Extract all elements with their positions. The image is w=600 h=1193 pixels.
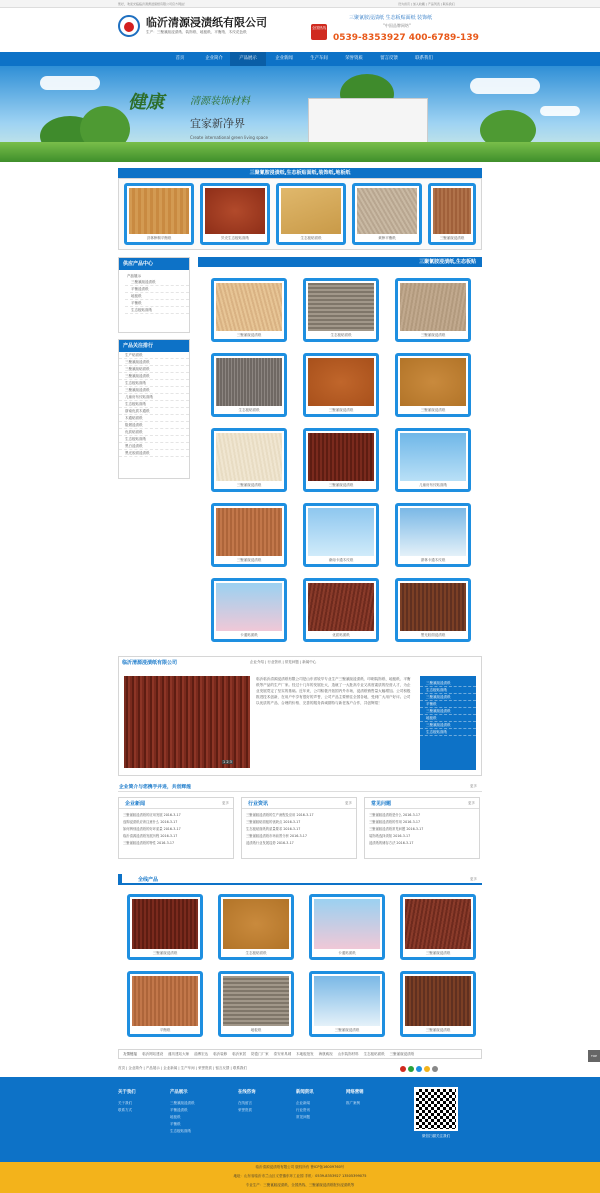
sidebar-item[interactable]: 生态板贴面纸	[125, 307, 189, 314]
product-card[interactable]	[395, 578, 471, 642]
news-list	[365, 809, 479, 847]
footer-link[interactable]: 生态板贴面纸	[170, 1129, 191, 1133]
top-links[interactable]: 设为首页 | 加入收藏 | 产品列表 | 联系我们	[398, 2, 455, 6]
about-list-item[interactable]: 平衡纸	[420, 701, 476, 708]
news-item[interactable]: 三聚氰胺浸渍纸市场前景分析 2016-3-17	[246, 834, 307, 838]
product-card[interactable]	[303, 353, 379, 417]
wechat-icon[interactable]	[408, 1066, 414, 1072]
product-image	[314, 976, 380, 1026]
banner-slogan-en: Create international green living space	[190, 135, 268, 140]
footer-link[interactable]: 荣誉资质	[238, 1108, 252, 1112]
nav-item[interactable]: 联系我们	[415, 56, 433, 61]
news-item[interactable]: 临沂清源浸渍纸发展历程 2016-3-17	[123, 834, 178, 838]
copyright-line: 专业生产：三聚氰胺浸渍纸、全国热线、三聚氰胺浸渍纸报价浸渍纸等	[245, 1183, 355, 1187]
product-image	[216, 283, 282, 331]
nav-item[interactable]: 产品展示	[230, 52, 266, 66]
product-image	[400, 283, 466, 331]
product-caption: 三聚氰胺浸渍纸	[236, 558, 262, 562]
news-item[interactable]: 三聚氰胺浸渍纸的特性 2016-3-17	[123, 841, 175, 845]
about-title: 临沂清源浸渍纸有限公司	[122, 660, 178, 666]
news-box-head	[242, 798, 356, 809]
rank-item[interactable]: 儿童房布纹贴面纸	[119, 394, 189, 401]
house-image	[308, 98, 428, 148]
product-image	[132, 976, 198, 1026]
product-image	[400, 358, 466, 406]
footer-link[interactable]: 在线留言	[238, 1101, 252, 1105]
product-image	[308, 508, 374, 556]
product-card[interactable]	[309, 971, 385, 1037]
footer-column-title: 网络营销	[346, 1090, 364, 1095]
product-card[interactable]	[400, 894, 476, 960]
product-caption: 三聚氰胺浸渍纸	[236, 483, 262, 487]
product-image	[216, 358, 282, 406]
sidebar-products	[118, 257, 190, 333]
friend-link[interactable]: 临沂装修	[213, 1052, 228, 1056]
nav-item[interactable]: 荣誉资质	[345, 56, 363, 61]
news-list	[119, 809, 233, 847]
news-item[interactable]: 三聚氰胺贴面板的优缺点 2016-3-17	[246, 820, 301, 824]
product-card[interactable]	[303, 503, 379, 567]
news-box-head	[365, 798, 479, 809]
news-box-more[interactable]: 更多	[345, 801, 352, 805]
footer-link[interactable]: 平衡浸渍纸	[170, 1108, 188, 1112]
rank-item[interactable]: 三聚氰胺浸渍纸	[119, 387, 189, 394]
news-bar-title: 企业简介与您携手并进，共创辉煌	[119, 785, 191, 790]
product-image	[223, 976, 289, 1026]
about-text: 临沂临沂清源浸渍纸有限公司是山东省较早专业生产三聚氰胺浸渍纸、印刷装饰纸、地板纸、平衡纸等产品的生产厂家。经过十几年的发展壮大，造就了一大批高专业又高度素质的经营人才，为企业发展奠定了坚实的基础。近年来，公司积极开拓国内外市场，浸渍纸销售量大幅增加。公司积极推进技术创新，在用户中享有很好的声誉，公司产品主要销往全国各地，受到广大用户好评。公司以优质的产品、合理的价格、完善的服务真诚期待与新老客户合作，共创辉煌！	[256, 677, 411, 705]
friend-link[interactable]: 临沂网站建设	[142, 1052, 164, 1056]
product-image	[314, 899, 380, 949]
product-card[interactable]	[127, 971, 203, 1037]
product-caption: 生态板贴面纸	[330, 333, 352, 337]
sidebar-item[interactable]: 平衡纸	[125, 300, 189, 307]
about-list-item[interactable]: 地板纸	[420, 715, 476, 722]
rank-item[interactable]: 优质贴面纸	[119, 429, 189, 436]
footer-column	[296, 1089, 314, 1121]
news-box-title: 常见问题	[371, 801, 392, 807]
about-list-item[interactable]: 三聚氰胺浸渍纸	[420, 694, 476, 701]
friend-links	[118, 1049, 482, 1059]
sidebar-root[interactable]: 产品展示	[127, 274, 141, 278]
product-card[interactable]	[395, 353, 471, 417]
product-image	[308, 283, 374, 331]
footer-column	[170, 1089, 195, 1135]
all-products-more[interactable]: 更多	[470, 877, 477, 881]
rank-item[interactable]: 生态板贴面纸	[119, 401, 189, 408]
news-item[interactable]: 三聚氰胺浸渍纸是什么 2016-3-17	[369, 813, 421, 817]
footer-column-title: 产品展示	[170, 1090, 188, 1095]
copyright-line: 临沂清源浸渍纸有限公司 版权所有 鲁ICP备16009760号	[255, 1165, 345, 1169]
product-caption: 三聚氰胺浸渍纸	[328, 408, 354, 412]
rank-item[interactable]: 阻燃浸渍纸	[119, 422, 189, 429]
news-item[interactable]: 如何辨别浸渍纸的好坏质量 2016-3-17	[123, 827, 181, 831]
rank-item[interactable]: 生态板贴面纸	[119, 380, 189, 387]
news-item[interactable]: 选购浸渍纸应该注意什么 2016-3-17	[123, 820, 178, 824]
banner-slogan-main: 健康	[128, 92, 164, 113]
footer-column-title: 关于我们	[118, 1090, 136, 1095]
sidebar-item[interactable]: 地板纸	[125, 293, 189, 300]
news-box-title: 行业资讯	[248, 801, 269, 807]
product-caption: 三聚氰胺浸渍纸	[236, 333, 262, 337]
share-more-icon[interactable]	[432, 1066, 438, 1072]
product-image	[405, 899, 471, 949]
nav-item[interactable]: 首页	[175, 56, 185, 61]
product-caption: 地板纸	[250, 1028, 262, 1032]
about-list-item[interactable]: 生态板贴面纸	[420, 729, 476, 736]
product-card[interactable]	[395, 428, 471, 492]
banner-slogan: 宜家新净界	[190, 117, 245, 130]
news-item[interactable]: 三聚氰胺浸渍纸常见问题 2016-3-17	[369, 827, 424, 831]
product-card[interactable]	[211, 428, 287, 492]
product-card[interactable]: 三聚氰胺浸渍纸	[428, 183, 476, 245]
qq-icon[interactable]	[416, 1066, 422, 1072]
product-image	[400, 583, 466, 631]
product-card[interactable]	[211, 278, 287, 342]
rank-item[interactable]: 生态板贴面纸	[119, 436, 189, 443]
qr-code	[414, 1087, 458, 1131]
rank-item[interactable]: 三聚氰胺浸渍纸	[119, 359, 189, 366]
about-list-item[interactable]: 生态板贴面纸	[420, 687, 476, 694]
news-item[interactable]: 三聚氰胺浸渍纸的应用发展 2016-3-17	[123, 813, 181, 817]
friend-link[interactable]: 泰安家具城	[273, 1052, 292, 1056]
product-image	[216, 583, 282, 631]
product-card[interactable]: 生态板贴面纸	[276, 183, 346, 245]
rank-item[interactable]: 木通贴面纸	[119, 415, 189, 422]
sidebar-item[interactable]: 三聚氰胺浸渍纸	[125, 279, 189, 286]
product-caption: 生态板贴面纸	[238, 408, 260, 412]
product-caption: 三聚氰胺浸渍纸	[425, 1028, 451, 1032]
top-bar	[0, 0, 600, 8]
product-card[interactable]	[127, 894, 203, 960]
welcome-text: 您好，欢迎光临临沂清源浸渍纸有限公司官方网站！	[118, 2, 188, 6]
news-box-more[interactable]: 更多	[222, 801, 229, 805]
product-caption: 三聚氰胺浸渍纸	[334, 1028, 360, 1032]
hero-banner	[0, 66, 600, 162]
about-list	[420, 676, 476, 770]
header-tags: 三聚氰胺浸渍纸 生态板贴面纸 装饰纸	[349, 15, 433, 21]
product-card[interactable]	[395, 278, 471, 342]
product-card[interactable]	[309, 894, 385, 960]
sidebar-products-title: 供应产品中心	[119, 258, 189, 270]
product-caption: 卡通贴面纸	[338, 951, 356, 955]
product-caption: 三聚氰胺浸渍纸	[420, 333, 446, 337]
product-image	[223, 899, 289, 949]
product-caption: 生态板贴面纸	[245, 951, 267, 955]
product-image	[308, 358, 374, 406]
product-card[interactable]	[303, 278, 379, 342]
product-card[interactable]: 贝壳生态板贴面纸	[200, 183, 270, 245]
news-item[interactable]: 浸渍纸行业发展趋势 2016-3-17	[246, 841, 294, 845]
product-caption: 渐南卡通木纹纸	[328, 558, 354, 562]
all-products-bar-mark	[118, 874, 122, 884]
main-nav	[0, 52, 600, 66]
share-icons	[400, 1066, 480, 1072]
product-image	[216, 508, 282, 556]
back-to-top-button[interactable]: TOP	[588, 1050, 600, 1062]
product-caption: 儿童房布纹贴面纸	[419, 483, 447, 487]
product-image	[400, 433, 466, 481]
about-tabs[interactable]: 企业介绍 | 行业资讯 | 常见问题 | 新闻中心	[250, 660, 317, 664]
qr-label: 微信扫描关注我们	[422, 1134, 450, 1138]
footer-link[interactable]: 企业新闻	[296, 1101, 310, 1105]
friend-link[interactable]: 淄博宏达	[194, 1052, 209, 1056]
friend-link[interactable]: 木地板批发	[296, 1052, 314, 1056]
nav-item[interactable]: 留言反馈	[380, 56, 398, 61]
sidebar-rank-title: 产品关注排行	[119, 340, 189, 352]
footer-column	[118, 1089, 136, 1114]
rank-item[interactable]: 黑白浸渍纸	[119, 443, 189, 450]
product-image	[308, 583, 374, 631]
product-card[interactable]	[303, 578, 379, 642]
footer-link[interactable]: 地板纸	[170, 1115, 181, 1119]
friend-link[interactable]: 生态板贴面纸	[363, 1052, 385, 1056]
main-products-title: 三聚氰胺浸渍纸,生态板贴	[198, 257, 482, 267]
news-box-more[interactable]: 更多	[468, 801, 475, 805]
news-box-head	[119, 798, 233, 809]
product-caption: 黑光胶面浸渍纸	[420, 633, 446, 637]
copyright	[0, 1162, 600, 1193]
footer-link[interactable]: 关于我们	[118, 1101, 132, 1105]
footer-link[interactable]: 平衡纸	[170, 1122, 181, 1126]
nav-item[interactable]: 企业简介	[205, 56, 223, 61]
news-item[interactable]: 三聚氰胺浸渍纸的作用 2016-3-17	[369, 820, 421, 824]
news-box	[118, 797, 234, 859]
all-products-title: 全线产品	[138, 877, 159, 883]
friend-links-label: 友情链接	[123, 1052, 137, 1056]
rank-item[interactable]: 三聚氰胺浸渍纸	[119, 373, 189, 380]
nav-item[interactable]: 企业新闻	[275, 56, 293, 61]
news-box	[364, 797, 480, 859]
products-line: 生产：三聚氰胺浸渍纸、装饰纸、地板纸、平衡纸、木纹花色纸	[146, 30, 247, 34]
product-caption: 三聚氰胺浸渍纸	[328, 483, 354, 487]
product-card[interactable]	[303, 428, 379, 492]
rank-item[interactable]: 黑光胶面浸渍纸	[119, 450, 189, 457]
friend-link[interactable]: 三聚氰胺浸渍纸	[389, 1052, 415, 1056]
top-products-title: 三聚氰胺浸渍纸,生态板贴面纸,装饰纸,地板纸	[118, 168, 482, 178]
hotline-badge: 全国热线	[311, 24, 327, 40]
about-list-item[interactable]: 三聚氰胺浸渍纸	[420, 708, 476, 715]
product-card[interactable]	[218, 971, 294, 1037]
about-list-item[interactable]: 三聚氰胺浸渍纸	[420, 680, 476, 687]
product-card[interactable]: 济林榉桐平衡纸	[124, 183, 194, 245]
product-caption: 三聚氰胺浸渍纸	[420, 408, 446, 412]
logo-icon[interactable]	[118, 15, 140, 37]
product-card[interactable]	[395, 503, 471, 567]
product-caption: 浙林卡通木纹纸	[420, 558, 446, 562]
news-item[interactable]: 浸渍纸的储存方法 2016-3-17	[369, 841, 414, 845]
nav-item[interactable]: 生产车间	[310, 56, 328, 61]
footer-link[interactable]: 三聚氰胺浸渍纸	[170, 1101, 195, 1105]
product-card[interactable]	[211, 503, 287, 567]
footer-column	[238, 1089, 256, 1114]
sidebar-rank	[118, 339, 190, 479]
hotline-number: 0539-8353927 400-6789-139	[333, 33, 479, 43]
product-card[interactable]	[211, 353, 287, 417]
product-card[interactable]: 黄榉平衡纸	[352, 183, 422, 245]
rank-item[interactable]: 浙南优质木通纸	[119, 408, 189, 415]
company-name: 临沂清源浸渍纸有限公司	[146, 16, 267, 29]
news-item[interactable]: 三聚氰胺浸渍纸的生产流程及应用 2016-3-17	[246, 813, 314, 817]
friend-link[interactable]: 山东装饰材料	[337, 1052, 359, 1056]
news-item[interactable]: 装饰纸选择须知 2016-3-17	[369, 834, 411, 838]
footer-link[interactable]: 联系方式	[118, 1108, 132, 1112]
rank-item[interactable]: 生产贴面纸	[119, 352, 189, 359]
product-card[interactable]	[211, 578, 287, 642]
qzone-icon[interactable]	[424, 1066, 430, 1072]
footer-link[interactable]: 行业资讯	[296, 1108, 310, 1112]
product-image	[216, 433, 282, 481]
about-image	[124, 676, 250, 768]
news-item[interactable]: 生态板贴面纸的质量要求 2016-3-17	[246, 827, 301, 831]
product-image	[132, 899, 198, 949]
news-box	[241, 797, 357, 859]
slider-dots[interactable]: 1 2 3	[223, 760, 232, 764]
footer-link[interactable]: 常见问题	[296, 1115, 310, 1119]
footer-column	[346, 1089, 364, 1107]
copyright-line: 地址：山东省临沂市兰山区义堂镇东环工业园 手机：0539-8353927 13505399075	[233, 1174, 367, 1178]
weibo-icon[interactable]	[400, 1066, 406, 1072]
product-image	[308, 433, 374, 481]
header-tags-sub: "中国品牌网络"	[383, 23, 411, 28]
friend-link[interactable]: 临沂家居	[232, 1052, 247, 1056]
all-products-bar	[118, 873, 482, 885]
sidebar-item[interactable]: 平衡浸渍纸	[125, 286, 189, 293]
news-more-link[interactable]: 更多	[470, 784, 477, 788]
about-list-item[interactable]: 三聚氰胺浸渍纸	[420, 722, 476, 729]
news-box-title: 企业新闻	[125, 801, 146, 807]
product-caption: 三聚氰胺浸渍纸	[425, 951, 451, 955]
news-list	[242, 809, 356, 847]
product-caption: 卡通贴面纸	[240, 633, 258, 637]
product-image	[400, 508, 466, 556]
quick-links[interactable]: 首页 | 企业简介 | 产品展示 | 企业新闻 | 生产车间 | 荣誉资质 | 留言反馈 | 联系我们	[118, 1066, 247, 1070]
rank-item[interactable]: 三聚氰胺贴面纸	[119, 366, 189, 373]
friend-link[interactable]: 防盗门厂家	[251, 1052, 269, 1056]
product-caption: 平衡纸	[159, 1028, 171, 1032]
footer-column-title: 在线咨询	[238, 1090, 256, 1095]
friend-link[interactable]: 海康威视	[318, 1052, 333, 1056]
footer-column-title: 新闻资讯	[296, 1090, 314, 1095]
banner-slogan-sub: 清源装饰材料	[190, 96, 250, 107]
product-card[interactable]	[400, 971, 476, 1037]
footer-link[interactable]: 推广案例	[346, 1101, 360, 1105]
product-image	[405, 976, 471, 1026]
product-card[interactable]	[218, 894, 294, 960]
product-caption: 三聚氰胺浸渍纸	[152, 951, 178, 955]
friend-link[interactable]: 潍坊建站大师	[168, 1052, 190, 1056]
product-caption: 优质贴面纸	[332, 633, 350, 637]
